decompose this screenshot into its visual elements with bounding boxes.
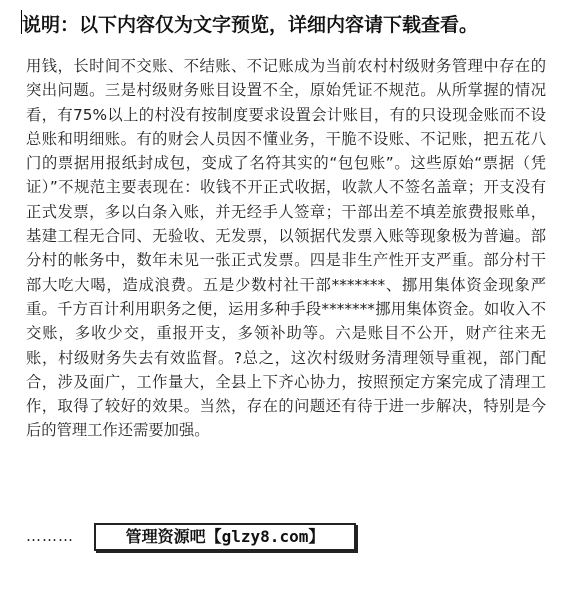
site-watermark [94,523,356,551]
watermark-domain: glzy8.com [221,527,309,546]
watermark-prefix: 管理资源吧【 [125,527,222,546]
document-body-text: 用钱，长时间不交账、不结账、不记账成为当前农村村级财务管理中存在的突出问题。三是村级财务账目设置不全，原始凭证不规范。从所掌握的情况看，有75%以上的村没有按制度要求设置会计账目，有的只设现金账而不设总账和明细账。有的财会人员因不懂业务，干脆不设账、不记账，把五花八门的票据用报纸封成包，变成了名符其实的“包包账”。这些原始“票据（凭证）”不规范主要表现在：收钱不开正式收据，收款人不签名盖章；开支没有正式发票，多以白条入账，并无经手人签章；干部出差不填差旅费报账单，基建工程无合同、无验收、无发票，以领据代发票入账等现象极为普遍。部分村的帐务中，数年未见一张正式发票。四是非生产性开支严重。部分村干部大吃大喝，造成浪费。五是少数村社干部*******、挪用集体资金现象严重。千方百计利用职务之便，运用多种手段*******挪用集体资金。如收入不交账，多收少交，重报开支，多领补助等。六是账目不公开，财产往来无账，村级财务失去有效监督。?总之，这次村级财务清理领导重视，部门配合，涉及面广，工作量大，全县上下齐心协力，按照预定方案完成了清理工作，取得了较好的效果。当然，存在的问题还有待于进一步解决，特别是今后的管理工作还需要加强。 [26,57,546,440]
ellipsis-more: ……… [26,527,74,545]
watermark-suffix: 】 [308,527,325,546]
preview-notice: 说明：以下内容仅为文字预览，详细内容请下载查看。 [22,14,479,36]
